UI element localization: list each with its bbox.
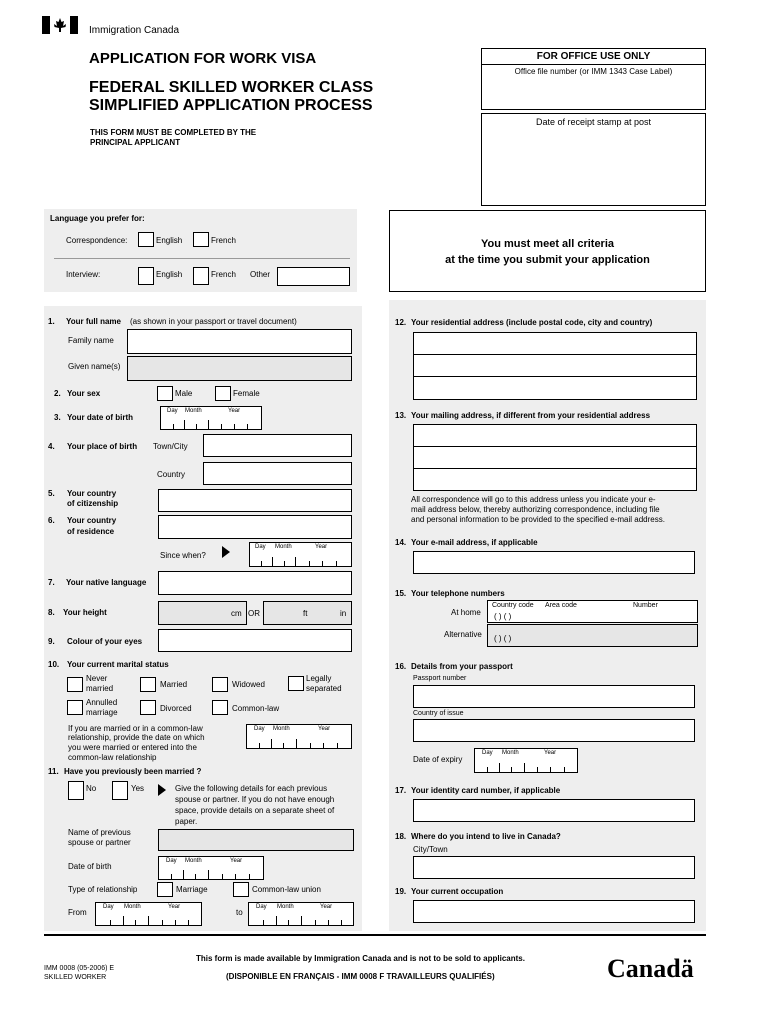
month-label: Month: [124, 904, 141, 910]
q17-number: 17.: [395, 786, 407, 795]
q9-number: 9.: [48, 637, 55, 646]
previous-spouse-note-3: space, provide details on a separate sheet of: [175, 806, 335, 815]
passport-expiry-date-field[interactable]: [474, 748, 578, 773]
q14-label: Your e-mail address, if applicable: [411, 538, 538, 547]
marriage-date-note-2: relationship, provide the date on which: [68, 733, 205, 742]
day-label: Day: [255, 544, 266, 550]
form-subtitle-2: SIMPLIFIED APPLICATION PROCESS: [89, 97, 373, 114]
q1-label: Your full name: [66, 317, 121, 326]
q3-number: 3.: [54, 413, 61, 422]
given-names-field[interactable]: [127, 356, 352, 381]
previous-spouse-name-field[interactable]: [158, 829, 354, 851]
height-in-unit: in: [340, 609, 347, 618]
country-of-issue-field[interactable]: [413, 719, 695, 742]
home-phone-label: At home: [451, 608, 481, 617]
sex-female-checkbox[interactable]: [215, 386, 231, 401]
canada-flag-icon: [42, 16, 78, 34]
q13-label: Your mailing address, if different from your residential address: [411, 411, 651, 420]
completion-instruction-2: PRINCIPAL APPLICANT: [90, 138, 181, 147]
widowed-label: Widowed: [232, 680, 265, 689]
annulled-label-1: Annulled: [86, 698, 118, 707]
email-field[interactable]: [413, 551, 695, 574]
year-label: Year: [318, 726, 331, 732]
intended-city-field[interactable]: [413, 856, 695, 879]
q7-label: Your native language: [66, 578, 147, 587]
marital-divorced-checkbox[interactable]: [140, 700, 156, 715]
form-category: SKILLED WORKER: [44, 974, 107, 981]
arrow-right-icon: [158, 784, 166, 796]
home-phone-parens: ( ) ( ): [494, 612, 512, 621]
correspondence-french-label: French: [211, 236, 236, 245]
q6-label-line-1: Your country: [67, 516, 117, 525]
q7-number: 7.: [48, 578, 55, 587]
residential-address-line-3[interactable]: [413, 376, 697, 400]
q2-number: 2.: [54, 389, 61, 398]
q15-label: Your telephone numbers: [411, 589, 505, 598]
height-cm-unit: cm: [231, 609, 242, 618]
q5-label-line-2: of citizenship: [67, 499, 119, 508]
interview-french-label: French: [211, 270, 236, 279]
language-heading: Language you prefer for:: [50, 214, 145, 223]
q14-number: 14.: [395, 538, 407, 547]
legally-separated-label-1: Legally: [306, 674, 332, 683]
q16-label: Details from your passport: [411, 662, 513, 671]
annulled-label-2: marriage: [86, 708, 118, 717]
q4-number: 4.: [48, 442, 55, 451]
current-occupation-field[interactable]: [413, 900, 695, 923]
correspondence-label: Correspondence:: [66, 236, 128, 245]
q1-number: 1.: [48, 317, 55, 326]
family-name-label: Family name: [68, 336, 114, 345]
month-label: Month: [275, 544, 292, 550]
residence-since-date-field[interactable]: [249, 542, 352, 567]
relationship-common-law-label: Common-law union: [252, 885, 321, 894]
date-of-birth-field[interactable]: [160, 406, 262, 430]
month-label: Month: [277, 904, 294, 910]
relationship-to-date-field[interactable]: [248, 902, 354, 926]
previously-married-no-label: No: [86, 784, 97, 793]
arrow-right-icon: [222, 546, 230, 558]
town-city-label: Town/City: [153, 442, 188, 451]
correspondence-note-3: and personal information to be provided to the specified e-mail address.: [411, 515, 665, 524]
relationship-type-label: Type of relationship: [68, 885, 138, 894]
birth-country-label: Country: [157, 470, 186, 479]
previous-spouse-note-2: spouse or partner. If you do not have enough: [175, 795, 335, 804]
month-label: Month: [185, 858, 202, 864]
country-code-label: Country code: [492, 602, 534, 609]
criteria-notice-box: [389, 210, 706, 292]
never-married-label-1: Never: [86, 674, 108, 683]
q8-number: 8.: [48, 608, 55, 617]
q6-number: 6.: [48, 516, 55, 525]
previous-spouse-note-4: paper.: [175, 817, 198, 826]
year-label: Year: [320, 904, 333, 910]
q11-label: Have you previously been married ?: [64, 767, 202, 776]
residence-country-field[interactable]: [158, 515, 352, 539]
previous-spouse-dob-label: Date of birth: [68, 862, 112, 871]
native-language-field[interactable]: [158, 571, 352, 595]
sex-female-label: Female: [233, 389, 260, 398]
birth-country-field[interactable]: [203, 462, 352, 485]
sex-male-checkbox[interactable]: [157, 386, 173, 401]
marital-married-checkbox[interactable]: [140, 677, 156, 692]
receipt-stamp-label: Date of receipt stamp at post: [535, 117, 652, 127]
q18-label: Where do you intend to live in Canada?: [411, 832, 561, 841]
alternative-phone-parens: ( ) ( ): [494, 634, 512, 643]
canada-wordmark: Canadä: [607, 954, 694, 983]
interview-other-field[interactable]: [277, 267, 350, 286]
marriage-date-note-3: you were married or entered into the: [68, 743, 197, 752]
q19-number: 19.: [395, 887, 407, 896]
q12-label: Your residential address (include postal code, city and country): [411, 318, 653, 327]
day-label: Day: [166, 858, 177, 864]
height-or-label: OR: [248, 609, 260, 618]
marital-annulled-checkbox[interactable]: [67, 700, 83, 715]
correspondence-french-checkbox[interactable]: [193, 232, 209, 247]
form-title: APPLICATION FOR WORK VISA: [89, 50, 317, 67]
day-label: Day: [103, 904, 114, 910]
day-label: Day: [254, 726, 265, 732]
form-subtitle-1: FEDERAL SKILLED WORKER CLASS: [89, 79, 374, 96]
criteria-notice-line-2: at the time you submit your application: [445, 254, 650, 266]
marriage-date-field[interactable]: [246, 724, 352, 749]
office-use-divider: [481, 64, 706, 65]
interview-english-label: English: [156, 270, 183, 279]
interview-other-label: Other: [250, 270, 271, 279]
marital-widowed-checkbox[interactable]: [212, 677, 228, 692]
height-ft-in-field[interactable]: [263, 601, 352, 625]
passport-expiry-label: Date of expiry: [413, 755, 463, 764]
previous-spouse-name-label-2: spouse or partner: [68, 838, 131, 847]
footer-rule: [44, 934, 706, 936]
country-of-issue-label: Country of issue: [413, 710, 464, 717]
relationship-common-law-checkbox[interactable]: [233, 882, 249, 897]
q4-label: Your place of birth: [67, 442, 138, 451]
family-name-field[interactable]: [127, 329, 352, 354]
year-label: Year: [168, 904, 181, 910]
marriage-date-note-1: If you are married or in a common-law: [68, 724, 203, 733]
residential-address-line-2[interactable]: [413, 354, 697, 377]
office-use-title: FOR OFFICE USE ONLY: [536, 51, 651, 62]
year-label: Year: [544, 750, 557, 756]
q9-label: Colour of your eyes: [67, 637, 143, 646]
day-label: Day: [256, 904, 267, 910]
given-names-label: Given name(s): [68, 362, 121, 371]
height-ft-unit: ft: [303, 609, 308, 618]
q10-label: Your current marital status: [67, 660, 169, 669]
identity-card-field[interactable]: [413, 799, 695, 822]
previous-spouse-dob-field[interactable]: [158, 856, 264, 880]
q15-number: 15.: [395, 589, 407, 598]
marital-common-law-checkbox[interactable]: [212, 700, 228, 715]
q18-number: 18.: [395, 832, 407, 841]
intended-city-label: City/Town: [413, 845, 448, 854]
q6-label-line-2: of residence: [67, 527, 115, 536]
marital-never-married-checkbox[interactable]: [67, 677, 83, 692]
relationship-marriage-label: Marriage: [176, 885, 208, 894]
q12-number: 12.: [395, 318, 407, 327]
correspondence-note-2: mail address below, thereby authorizing correspondence, including file: [411, 505, 660, 514]
q2-label: Your sex: [67, 389, 101, 398]
criteria-notice-line-1: You must meet all criteria: [480, 238, 615, 250]
correspondence-english-checkbox[interactable]: [138, 232, 154, 247]
mailing-address-line-3[interactable]: [413, 468, 697, 491]
relationship-to-label: to: [236, 908, 243, 917]
q3-label: Your date of birth: [67, 413, 134, 422]
q10-number: 10.: [48, 660, 60, 669]
eye-colour-field[interactable]: [158, 629, 352, 652]
q11-number: 11.: [48, 767, 59, 776]
alternative-phone-field[interactable]: [487, 624, 698, 647]
area-code-label: Area code: [545, 602, 577, 609]
mailing-address-line-2[interactable]: [413, 446, 697, 469]
q13-number: 13.: [395, 411, 407, 420]
q8-label: Your height: [63, 608, 107, 617]
year-label: Year: [315, 544, 328, 550]
alternative-phone-label: Alternative: [444, 630, 482, 639]
previous-spouse-name-label-1: Name of previous: [68, 828, 131, 837]
citizenship-field[interactable]: [158, 489, 352, 512]
correspondence-english-label: English: [156, 236, 183, 245]
not-for-sale-note: This form is made available by Immigration Canada and is not to be sold to applicants.: [196, 954, 525, 963]
since-when-label: Since when?: [160, 551, 206, 560]
passport-number-label: Passport number: [413, 675, 467, 682]
q16-number: 16.: [395, 662, 407, 671]
birth-town-field[interactable]: [203, 434, 352, 457]
day-label: Day: [167, 408, 178, 414]
interview-label: Interview:: [66, 270, 101, 279]
department-name: Immigration Canada: [89, 25, 180, 36]
marital-legally-separated-checkbox[interactable]: [288, 676, 304, 691]
previous-spouse-note-1: Give the following details for each previous: [175, 784, 328, 793]
correspondence-note-1: All correspondence will go to this address unless you indicate your e-: [411, 495, 656, 504]
sex-male-label: Male: [175, 389, 193, 398]
marriage-date-note-4: common-law relationship: [68, 753, 157, 762]
q1-hint: (as shown in your passport or travel document): [130, 317, 297, 326]
married-label: Married: [160, 680, 188, 689]
language-divider: [54, 258, 350, 259]
relationship-marriage-checkbox[interactable]: [157, 882, 173, 897]
passport-number-field[interactable]: [413, 685, 695, 708]
previously-married-yes-label: Yes: [131, 784, 145, 793]
year-label: Year: [230, 858, 243, 864]
relationship-from-date-field[interactable]: [95, 902, 202, 926]
french-version-note: (DISPONIBLE EN FRANÇAIS - IMM 0008 F TRAVAILLEURS QUALIFIÉS): [226, 972, 495, 981]
day-label: Day: [482, 750, 493, 756]
common-law-label: Common-law: [232, 704, 280, 713]
q17-label: Your identity card number, if applicable: [411, 786, 561, 795]
number-label: Number: [633, 602, 658, 609]
office-file-number-label: Office file number (or IMM 1343 Case Label): [514, 67, 673, 76]
relationship-from-label: From: [68, 908, 87, 917]
residential-address-line-1[interactable]: [413, 332, 697, 355]
q5-label-line-1: Your country: [67, 489, 117, 498]
interview-english-checkbox[interactable]: [138, 267, 154, 285]
q19-label: Your current occupation: [411, 887, 504, 896]
never-married-label-2: married: [86, 684, 114, 693]
form-code: IMM 0008 (05-2006) E: [44, 965, 115, 972]
completion-instruction-1: THIS FORM MUST BE COMPLETED BY THE: [90, 128, 257, 137]
q5-number: 5.: [48, 489, 55, 498]
month-label: Month: [502, 750, 519, 756]
previously-married-no-checkbox[interactable]: [68, 781, 84, 800]
previously-married-yes-checkbox[interactable]: [112, 781, 128, 800]
legally-separated-label-2: separated: [306, 684, 342, 693]
month-label: Month: [185, 408, 202, 414]
year-label: Year: [228, 408, 241, 414]
interview-french-checkbox[interactable]: [193, 267, 209, 285]
divorced-label: Divorced: [160, 704, 192, 713]
month-label: Month: [273, 726, 290, 732]
mailing-address-line-1[interactable]: [413, 424, 697, 447]
